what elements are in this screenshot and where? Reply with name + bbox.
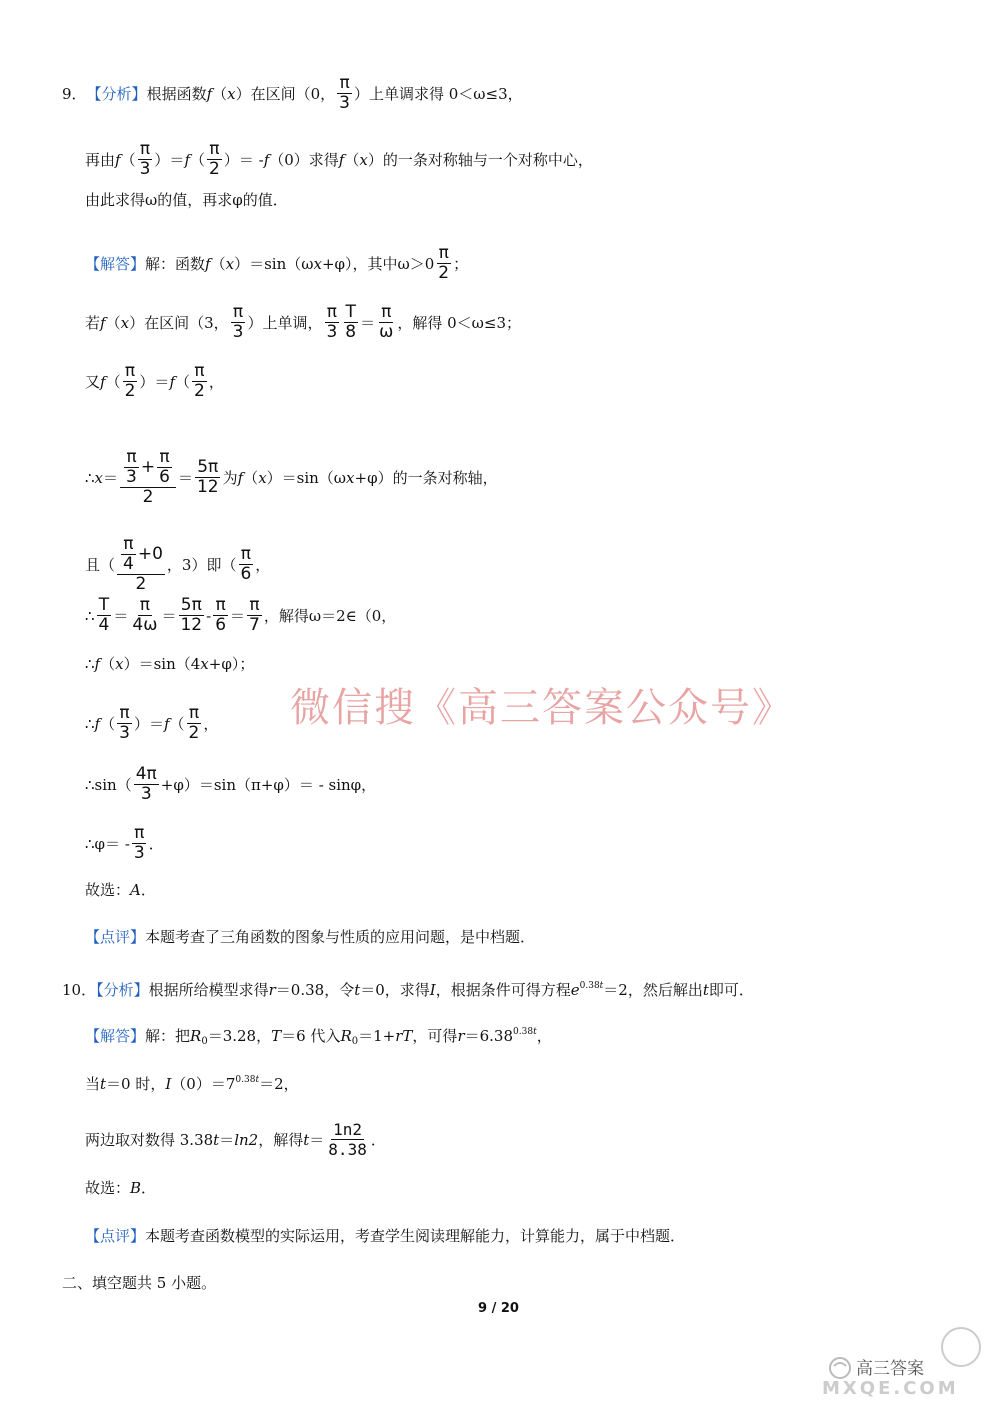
text: ）上单调求得 0＜ω≤3，	[354, 84, 523, 103]
fraction: $\frac{\pi}{2}$	[438, 243, 450, 283]
text: +φ），其中ω＞0	[321, 254, 435, 273]
math-var: r	[268, 981, 276, 999]
q9-solution-line-1	[85, 244, 468, 283]
text: ）＝sin（4	[123, 655, 201, 673]
q10-solution-line-1	[85, 1022, 552, 1052]
text: ＝	[113, 606, 129, 625]
text: +φ）＝sin（π+φ）＝ - sinφ，	[160, 775, 377, 794]
math-var: x	[313, 254, 322, 273]
fraction: $\frac{\pi}{6}$	[159, 447, 170, 487]
math-var: ln2	[234, 1130, 259, 1149]
text: 解：函数	[145, 254, 206, 273]
text: （	[190, 150, 206, 169]
text: ＝	[230, 606, 246, 625]
exponent: t	[255, 1075, 260, 1085]
text: ＝6.38	[464, 1027, 514, 1045]
fraction: $\frac{\pi}{7}$	[249, 595, 260, 635]
fraction: $\frac{\pi}{3}$	[339, 73, 350, 113]
analysis-tag: 【分析】	[96, 981, 149, 999]
q10-choose	[85, 1178, 156, 1198]
question-number: 9．	[62, 84, 87, 103]
fraction: $\frac{5\pi}{12}$	[196, 457, 219, 497]
fraction: $\frac{T}{8}$	[345, 302, 357, 342]
answer-letter: B	[130, 1179, 142, 1197]
q9-solution-line-4	[85, 448, 498, 507]
text: ＝2，	[259, 1075, 299, 1093]
math-var: f	[169, 372, 175, 391]
math-var: I	[165, 1075, 172, 1093]
fraction: $\frac{\pi}{2}$	[124, 361, 136, 401]
text: （	[212, 84, 228, 103]
math-var: f	[263, 150, 270, 169]
math-var: f	[100, 372, 106, 391]
fraction: $\frac{1n2}{8.38}$	[328, 1120, 367, 1159]
text: ，	[203, 714, 219, 733]
text: ）＝sin（ω	[234, 254, 314, 273]
text: 即可．	[708, 981, 754, 999]
text: ）在区间（0，	[235, 84, 336, 103]
fraction: $\frac{\pi}{3}$	[133, 823, 145, 863]
math-var: t	[213, 1130, 220, 1149]
exponent: t	[599, 981, 604, 991]
text: （	[243, 468, 259, 487]
text: ＝2，然后解出	[603, 981, 703, 999]
fraction: $\frac{\pi}{2}$	[188, 703, 200, 743]
math-var: I	[429, 981, 436, 999]
section-heading: 二、填空题共 5 小题。	[62, 1274, 217, 1292]
math-var: x	[227, 84, 236, 103]
math-var: e	[570, 981, 580, 999]
q9-solution-line-3	[85, 362, 224, 401]
page-number: 9 / 20	[478, 1301, 519, 1316]
text: ，可得	[412, 1027, 458, 1045]
fraction: $\frac{\pi}{3}$	[126, 447, 137, 487]
fraction: $\frac{\pi}{3}$	[119, 703, 130, 743]
text: ∴	[85, 714, 95, 733]
math-var: f	[184, 150, 190, 169]
math-var: T	[271, 1027, 282, 1045]
text: ）＝sin（ω	[266, 468, 347, 487]
fraction: $\frac{\pi}{2}$	[194, 361, 205, 401]
math-var: x	[200, 655, 209, 673]
text: ．	[148, 834, 164, 853]
text: （	[344, 150, 360, 169]
q9-solution-line-7	[85, 654, 254, 674]
q9-solution-line-5	[85, 535, 270, 594]
fraction: $\frac{\pi}{3}$	[326, 302, 338, 342]
text: +φ）；	[208, 655, 255, 673]
text: 本题考查了三角函数的图象与性质的应用问题，是中档题．	[145, 928, 536, 946]
fraction: $\frac{\pi}{6}$	[240, 544, 252, 584]
fraction: $\frac{\pi}{3}$	[139, 139, 151, 179]
text: ＝0，求得	[360, 981, 430, 999]
q10-review	[85, 1226, 685, 1246]
text: ∴	[85, 655, 95, 673]
text: 两边取对数得 3.38	[85, 1130, 214, 1149]
watermark-logo	[812, 1310, 987, 1400]
answer-letter: A	[130, 881, 141, 899]
math-var: f	[100, 313, 106, 332]
math-var: f	[94, 655, 101, 673]
q9-analysis-line-3: 由此求得ω的值，再求φ的值．	[85, 191, 288, 209]
text: ，解得ω＝2∈（0，	[263, 606, 397, 625]
text: ．	[141, 1179, 157, 1197]
math-var: x	[115, 655, 124, 673]
math-var: x	[258, 468, 267, 487]
text: 又	[85, 372, 101, 391]
q9-solution-line-8	[85, 704, 218, 743]
text: ，解得	[258, 1130, 304, 1149]
text: ，	[255, 555, 271, 574]
text: ＝6 代入	[281, 1027, 341, 1045]
exponent: 0.38	[235, 1075, 256, 1085]
text: ，	[208, 372, 224, 391]
subscript: 0	[201, 1036, 208, 1047]
math-var: R	[190, 1027, 202, 1045]
exponent: t	[533, 1027, 537, 1037]
text: 再由	[85, 150, 116, 169]
fraction: $\frac{5\pi}{12}$	[180, 595, 203, 635]
text: 当	[85, 1075, 101, 1093]
text: ．	[370, 1130, 386, 1149]
math-var: x	[225, 254, 235, 273]
text: ∴	[85, 468, 95, 487]
text: 故选：	[85, 881, 131, 899]
fraction: $\frac{\pi}{3}$	[232, 302, 244, 342]
solution-tag: 【解答】	[85, 1027, 146, 1045]
text: 本题考查函数模型的实际运用，考查学生阅读理解能力，计算能力，属于中档题．	[145, 1227, 686, 1245]
text: 为	[222, 468, 238, 487]
text: ＝	[360, 313, 376, 332]
text: ．	[140, 881, 156, 899]
math-var: x	[359, 150, 368, 169]
math-var: f	[237, 468, 244, 487]
exponent: 0.38	[579, 981, 600, 991]
q9-solution-line-9	[85, 765, 376, 804]
review-tag: 【点评】	[85, 928, 146, 946]
text: （0）求得	[269, 150, 339, 169]
text: 故选：	[85, 1179, 131, 1197]
math-var: R	[340, 1027, 352, 1045]
exponent: 0.38	[513, 1027, 534, 1037]
text: （	[169, 714, 185, 733]
compound-fraction: $\frac{\pi}{4}$ +0 2	[117, 535, 165, 594]
math-var: t	[303, 1130, 310, 1149]
text: 根据所给模型求得	[148, 981, 269, 999]
math-var: f	[163, 714, 170, 733]
math-var: f	[205, 254, 211, 273]
fraction: $\frac{\pi}{2}$	[209, 139, 220, 179]
fraction: $\frac{4\pi}{3}$	[135, 764, 157, 804]
text: ）＝ -	[223, 150, 264, 169]
math-var: r	[457, 1027, 465, 1045]
text: ，根据条件可得方程	[435, 981, 571, 999]
text: +	[140, 457, 156, 477]
math-var: t	[100, 1075, 107, 1093]
text: ，解得 0＜ω≤3；	[397, 313, 522, 332]
text: 且（	[85, 555, 116, 574]
text: （0）＝7	[171, 1075, 236, 1093]
q9-analysis-line-2	[85, 140, 593, 179]
solution-tag: 【解答】	[85, 254, 146, 273]
text: （	[100, 655, 116, 673]
math-var: t	[354, 981, 361, 999]
text: （	[175, 372, 191, 391]
math-var: x	[94, 468, 104, 487]
fraction: $\frac{\pi}{\omega}$	[379, 302, 394, 342]
compound-fraction: $\frac{\pi}{3}$ + $\frac{\pi}{6}$ 2	[120, 448, 176, 507]
text: 若	[85, 313, 101, 332]
q9-solution-line-10	[85, 824, 164, 863]
text: ＝	[103, 468, 119, 487]
q9-solution-line-6	[85, 596, 396, 635]
math-var: f	[206, 84, 213, 103]
text: ＝	[309, 1130, 325, 1149]
analysis-tag: 【分析】	[86, 84, 147, 103]
text: -	[206, 606, 212, 625]
question-number: 10．	[62, 981, 97, 999]
q9-review	[85, 927, 535, 947]
text: 解：把	[145, 1027, 191, 1045]
fraction: $\frac{T}{4}$	[98, 595, 110, 635]
math-var: t	[702, 981, 709, 999]
q9-analysis-line-1	[62, 74, 523, 113]
math-var: f	[94, 714, 101, 733]
text: （	[105, 313, 121, 332]
review-tag: 【点评】	[85, 1227, 146, 1245]
q9-choose	[85, 880, 156, 900]
text: ，	[536, 1027, 552, 1045]
watermark-text: 微信搜《高三答案公众号》	[290, 685, 794, 731]
text: ）＝	[133, 714, 164, 733]
text: （	[105, 372, 121, 391]
text: ）＝	[154, 150, 185, 169]
math-var: f	[115, 150, 121, 169]
text: ∴φ＝ -	[85, 834, 130, 853]
math-var: x	[120, 313, 130, 332]
text: ∴	[85, 606, 95, 625]
text: （	[210, 254, 226, 273]
text: ＝	[219, 1130, 235, 1149]
math-var: x	[346, 468, 355, 487]
text: ）在区间（3，	[129, 313, 229, 332]
text: ＝	[177, 468, 193, 487]
text: （	[100, 714, 116, 733]
text: ；	[453, 254, 469, 273]
text: （	[120, 150, 136, 169]
logo-domain: MXQE.COM	[822, 1378, 959, 1399]
q9-solution-line-2	[85, 303, 521, 342]
fraction: $\frac{\pi}{4}$	[123, 534, 134, 574]
logo-text: 高三答案	[856, 1359, 924, 1379]
text: +0	[137, 544, 163, 564]
text: ，3）即（	[166, 555, 237, 574]
text: ）的一条对称轴与一个对称中心，	[367, 150, 593, 169]
text: ＝3.28，	[207, 1027, 272, 1045]
text: 根据函数	[146, 84, 207, 103]
text: ）上单调，	[247, 313, 323, 332]
q10-solution-line-2	[85, 1070, 299, 1094]
q10-analysis-line	[62, 976, 754, 1000]
text: ＝1+	[358, 1027, 396, 1045]
text: ＝0 时，	[106, 1075, 166, 1093]
math-var: rT	[395, 1027, 413, 1045]
fraction: $\frac{\pi}{4\omega}$	[132, 595, 158, 635]
text: +φ）的一条对称轴，	[354, 468, 498, 487]
text: ＝0.38，令	[275, 981, 355, 999]
text: ）＝	[139, 372, 170, 391]
q10-solution-line-3	[85, 1120, 386, 1159]
fraction: $\frac{\pi}{6}$	[215, 595, 227, 635]
text: ＝	[161, 606, 177, 625]
math-var: f	[338, 150, 345, 169]
text: ∴sin（	[85, 775, 132, 794]
subscript: 0	[351, 1036, 359, 1047]
